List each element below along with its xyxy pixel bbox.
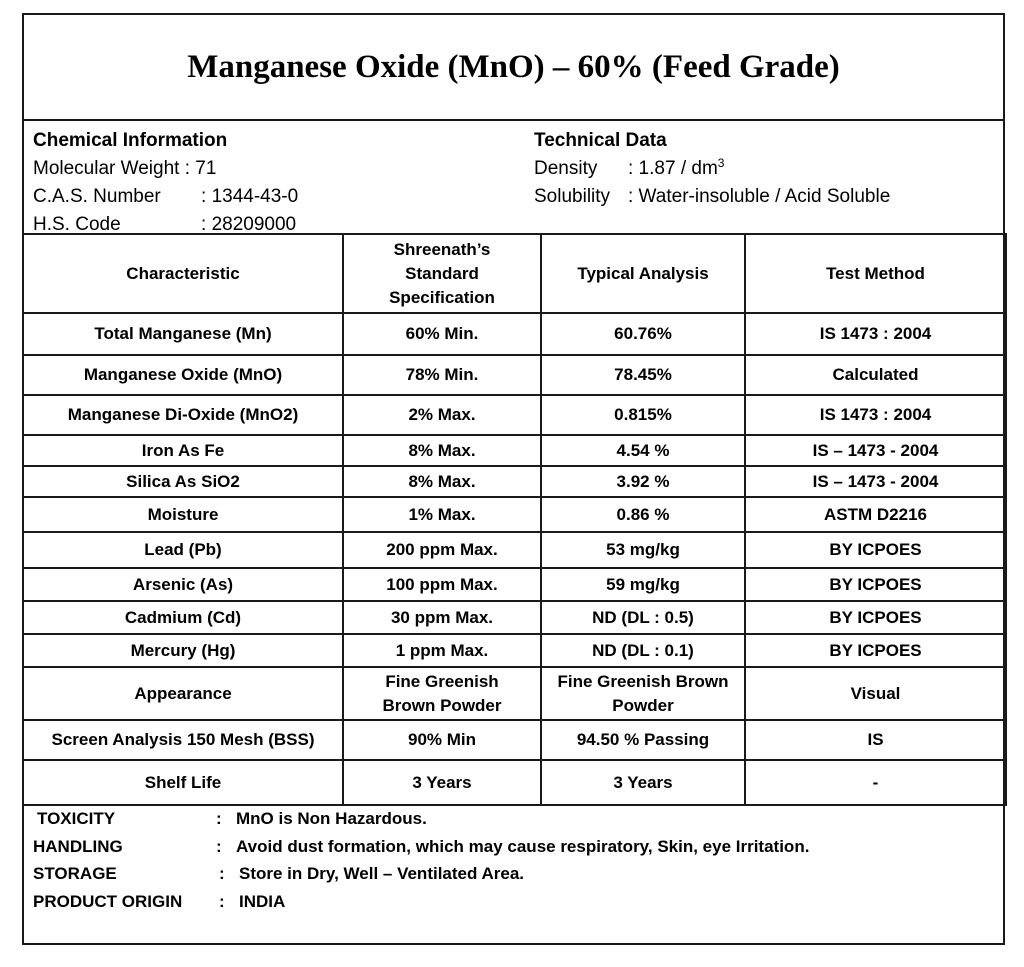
handling-row	[24, 833, 1003, 861]
cell-characteristic: Mercury (Hg)	[23, 634, 343, 667]
storage-sep: :	[219, 864, 225, 883]
table-row	[23, 568, 1006, 601]
cell-test-method: IS – 1473 - 2004	[745, 435, 1006, 466]
technical-data-block	[534, 127, 891, 211]
cell-typical-analysis: 60.76%	[541, 313, 745, 355]
handling-value: Avoid dust formation, which may cause respiratory, Skin, eye Irritation.	[236, 836, 810, 856]
table-row	[23, 355, 1006, 395]
cell-test-method: BY ICPOES	[745, 532, 1006, 568]
table-row	[23, 395, 1006, 435]
chemical-information-heading: Chemical Information	[33, 130, 228, 151]
cell-characteristic: Appearance	[23, 667, 343, 720]
density-label: Density	[534, 158, 598, 179]
table-row	[23, 601, 1006, 634]
cell-test-method: IS 1473 : 2004	[745, 395, 1006, 435]
cell-characteristic: Iron As Fe	[23, 435, 343, 466]
cell-typical-analysis: 0.86 %	[541, 497, 745, 532]
storage-label: STORAGE	[33, 864, 117, 883]
toxicity-row	[24, 805, 1003, 833]
molecular-weight-row	[33, 155, 227, 183]
product-origin-row	[24, 888, 1003, 916]
header-test-method: Test Method	[745, 234, 1006, 313]
table-header-row	[23, 234, 1006, 313]
cas-number-value-group: : 1344-43-0	[201, 186, 299, 207]
storage-value: Store in Dry, Well – Ventilated Area.	[239, 864, 524, 883]
table-row	[23, 466, 1006, 497]
cell-characteristic: Silica As SiO2	[23, 466, 343, 497]
table-body	[23, 313, 1006, 805]
cell-standard-spec: 8% Max.	[343, 466, 541, 497]
cell-typical-analysis: 0.815%	[541, 395, 745, 435]
cell-characteristic: Total Manganese (Mn)	[23, 313, 343, 355]
cell-characteristic: Arsenic (As)	[23, 568, 343, 601]
header-standard-specification: Shreenath’s Standard Specification	[343, 234, 541, 313]
cell-standard-spec: 2% Max.	[343, 395, 541, 435]
product-origin-sep: :	[219, 891, 225, 911]
cell-characteristic: Screen Analysis 150 Mesh (BSS)	[23, 720, 343, 760]
cell-standard-spec: 200 ppm Max.	[343, 532, 541, 568]
density-value: : 1.87 / dm	[628, 158, 718, 179]
cell-standard-spec: 78% Min.	[343, 355, 541, 395]
cell-test-method: Visual	[745, 667, 1006, 720]
toxicity-label: TOXICITY	[37, 809, 116, 828]
cell-typical-analysis: 53 mg/kg	[541, 532, 745, 568]
cell-characteristic: Manganese Di-Oxide (MnO2)	[23, 395, 343, 435]
cell-typical-analysis: 59 mg/kg	[541, 568, 745, 601]
hs-code-label: H.S. Code	[33, 214, 121, 235]
cell-characteristic: Manganese Oxide (MnO)	[23, 355, 343, 395]
cell-test-method: Calculated	[745, 355, 1006, 395]
cell-characteristic: Shelf Life	[23, 760, 343, 805]
density-superscript: 3	[717, 156, 725, 170]
cell-standard-spec: 1 ppm Max.	[343, 634, 541, 667]
handling-sep: :	[216, 836, 222, 856]
toxicity-value: MnO is Non Hazardous.	[236, 809, 427, 828]
solubility-label: Solubility	[534, 186, 611, 207]
cell-standard-spec: 8% Max.	[343, 435, 541, 466]
product-origin-value: INDIA	[239, 891, 286, 911]
product-origin-label: PRODUCT ORIGIN	[33, 891, 183, 911]
table-row	[23, 435, 1006, 466]
cell-typical-analysis: ND (DL : 0.1)	[541, 634, 745, 667]
solubility-row	[534, 183, 891, 211]
cell-test-method: BY ICPOES	[745, 634, 1006, 667]
cell-typical-analysis: 94.50 % Passing	[541, 720, 745, 760]
cell-standard-spec: Fine Greenish Brown Powder	[343, 667, 541, 720]
hs-code-value: 28209000	[211, 214, 297, 235]
specification-table	[22, 233, 1007, 806]
solubility-value: : Water-insoluble / Acid Soluble	[628, 186, 891, 207]
toxicity-sep: :	[216, 809, 222, 828]
header-characteristic: Characteristic	[23, 234, 343, 313]
cell-test-method: BY ICPOES	[745, 568, 1006, 601]
density-value-group	[628, 155, 724, 184]
cell-test-method: BY ICPOES	[745, 601, 1006, 634]
cell-characteristic: Moisture	[23, 497, 343, 532]
cell-test-method: ASTM D2216	[745, 497, 1006, 532]
cell-typical-analysis: Fine Greenish Brown Powder	[541, 667, 745, 720]
cell-standard-spec: 1% Max.	[343, 497, 541, 532]
cas-number-value: 1344-43-0	[211, 186, 299, 207]
cell-typical-analysis: ND (DL : 0.5)	[541, 601, 745, 634]
cell-standard-spec: 100 ppm Max.	[343, 568, 541, 601]
cell-characteristic: Cadmium (Cd)	[23, 601, 343, 634]
table-row	[23, 634, 1006, 667]
density-row	[534, 155, 725, 183]
table-row	[23, 313, 1006, 355]
cell-standard-spec: 60% Min.	[343, 313, 541, 355]
product-spec-sheet	[22, 13, 1005, 945]
table-row	[23, 497, 1006, 532]
header-typical-analysis: Typical Analysis	[541, 234, 745, 313]
storage-row	[24, 860, 1003, 888]
cell-test-method: IS 1473 : 2004	[745, 313, 1006, 355]
cell-typical-analysis: 4.54 %	[541, 435, 745, 466]
cell-standard-spec: 90% Min	[343, 720, 541, 760]
cell-typical-analysis: 3 Years	[541, 760, 745, 805]
hs-code-value-group: : 28209000	[201, 214, 297, 235]
cell-characteristic: Lead (Pb)	[23, 532, 343, 568]
molecular-weight-value: 71	[195, 158, 217, 179]
page-title: Manganese Oxide (MnO) – 60% (Feed Grade)	[24, 15, 1003, 121]
cas-number-row	[33, 183, 299, 211]
cell-typical-analysis: 78.45%	[541, 355, 745, 395]
table-row	[23, 532, 1006, 568]
cell-standard-spec: 3 Years	[343, 760, 541, 805]
info-section	[24, 121, 1003, 235]
cell-standard-spec: 30 ppm Max.	[343, 601, 541, 634]
cas-number-label: C.A.S. Number	[33, 186, 161, 207]
cell-test-method: -	[745, 760, 1006, 805]
table-row	[23, 720, 1006, 760]
molecular-weight-sep: : 71	[184, 158, 217, 179]
table-row	[23, 760, 1006, 805]
chemical-information-block	[33, 127, 299, 239]
cell-test-method: IS – 1473 - 2004	[745, 466, 1006, 497]
molecular-weight-label: Molecular Weight	[33, 158, 180, 179]
cell-typical-analysis: 3.92 %	[541, 466, 745, 497]
table-row	[23, 667, 1006, 720]
cell-test-method: IS	[745, 720, 1006, 760]
footer-notes	[24, 805, 1003, 915]
handling-label: HANDLING	[33, 836, 123, 856]
technical-data-heading: Technical Data	[534, 130, 667, 151]
